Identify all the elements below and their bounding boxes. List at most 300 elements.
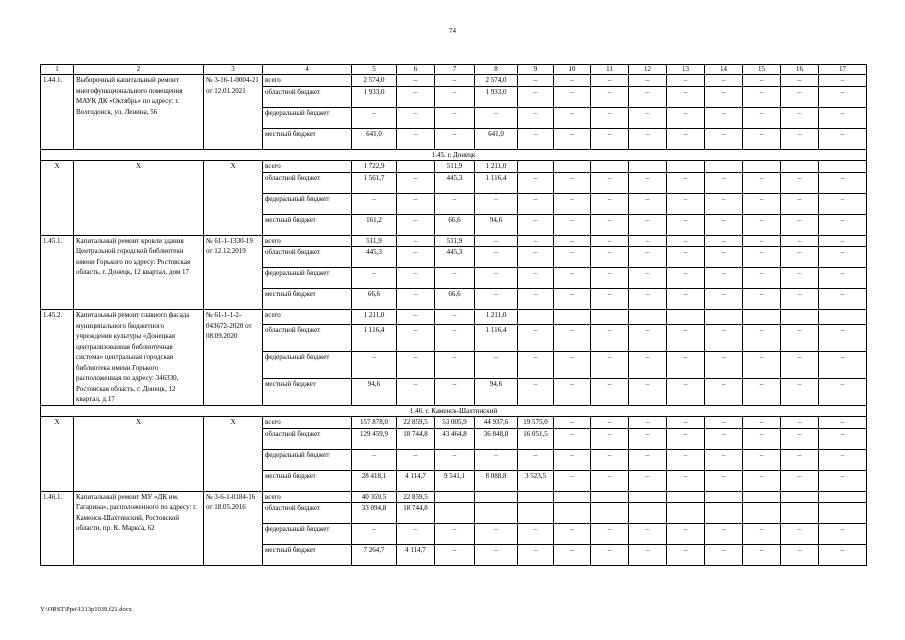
- amount-cell: –: [705, 235, 743, 247]
- amount-cell: [397, 161, 435, 173]
- amount-cell: –: [554, 545, 591, 566]
- amount-cell: –: [781, 524, 819, 545]
- budget-type: местный бюджет: [263, 289, 352, 310]
- amount-cell: –: [819, 86, 867, 107]
- amount-cell: –: [781, 449, 819, 470]
- amount-cell: –: [352, 351, 397, 378]
- amount-cell: –: [819, 449, 867, 470]
- amount-cell: –: [781, 214, 819, 235]
- amount-cell: –: [591, 128, 629, 149]
- column-number: 13: [667, 65, 705, 75]
- amount-cell: –: [629, 449, 667, 470]
- amount-cell: 40 359,5: [352, 491, 397, 503]
- amount-cell: –: [667, 449, 705, 470]
- amount-cell: [629, 310, 667, 325]
- amount-cell: [743, 491, 781, 503]
- amount-cell: –: [743, 172, 781, 193]
- amount-cell: –: [743, 378, 781, 405]
- budget-type: областной бюджет: [263, 503, 352, 524]
- amount-cell: 641,0: [475, 128, 518, 149]
- amount-cell: –: [705, 470, 743, 491]
- amount-cell: –: [435, 128, 475, 149]
- amount-cell: –: [629, 324, 667, 351]
- amount-cell: 161,2: [352, 214, 397, 235]
- document-reference: № 61-1-1-2-043672-2020 от 08.09.2020: [204, 310, 263, 406]
- amount-cell: –: [435, 449, 475, 470]
- document-reference: № 3-16-1-0004-21 от 12.01.2021: [204, 75, 263, 150]
- amount-cell: –: [591, 524, 629, 545]
- column-number: 9: [518, 65, 554, 75]
- amount-cell: –: [781, 289, 819, 310]
- amount-cell: [743, 161, 781, 173]
- amount-cell: –: [667, 289, 705, 310]
- amount-cell: 19 575,0: [518, 417, 554, 429]
- amount-cell: –: [518, 268, 554, 289]
- amount-cell: –: [554, 449, 591, 470]
- amount-cell: –: [667, 428, 705, 449]
- amount-cell: [475, 503, 518, 524]
- amount-cell: 641,0: [352, 128, 397, 149]
- budget-type: областной бюджет: [263, 172, 352, 193]
- amount-cell: –: [743, 524, 781, 545]
- amount-cell: –: [743, 247, 781, 268]
- amount-cell: –: [554, 378, 591, 405]
- amount-cell: –: [819, 214, 867, 235]
- amount-cell: –: [435, 524, 475, 545]
- amount-cell: 3 523,5: [518, 470, 554, 491]
- object-name: Капитальный ремонт кровли здания Центральной городской библиотеки имени Горького по адресу: Ростовская область, г. Донецк, 12 квартал, дом 17: [74, 235, 204, 310]
- amount-cell: [554, 161, 591, 173]
- amount-cell: –: [819, 351, 867, 378]
- amount-cell: –: [705, 75, 743, 87]
- section-row: [41, 149, 867, 161]
- amount-cell: 1 561,7: [352, 172, 397, 193]
- amount-cell: –: [475, 107, 518, 128]
- amount-cell: 43 464,8: [435, 428, 475, 449]
- amount-cell: –: [629, 214, 667, 235]
- amount-cell: –: [591, 75, 629, 87]
- amount-cell: –: [554, 428, 591, 449]
- amount-cell: 2 574,0: [352, 75, 397, 87]
- amount-cell: –: [629, 417, 667, 429]
- amount-cell: –: [705, 449, 743, 470]
- amount-cell: –: [518, 524, 554, 545]
- amount-cell: –: [397, 86, 435, 107]
- budget-type: областной бюджет: [263, 324, 352, 351]
- amount-cell: 1 211,0: [475, 161, 518, 173]
- object-name: Капитальный ремонт МУ «ДК им. Гагарина», расположенного по адресу: г. Каменск-Шахтинский, Ростовской области, пр. К. Маркса, 62: [74, 491, 204, 566]
- amount-cell: –: [781, 268, 819, 289]
- amount-cell: –: [667, 193, 705, 214]
- amount-cell: –: [743, 193, 781, 214]
- amount-cell: –: [667, 470, 705, 491]
- amount-cell: –: [591, 268, 629, 289]
- amount-cell: –: [518, 193, 554, 214]
- amount-cell: 511,9: [435, 235, 475, 247]
- amount-cell: –: [819, 324, 867, 351]
- amount-cell: –: [819, 417, 867, 429]
- amount-cell: 33 094,8: [352, 503, 397, 524]
- file-path-footer: Y:\ORST\Ppo\1213p1039.f21.docx: [40, 606, 132, 613]
- amount-cell: 16 051,5: [518, 428, 554, 449]
- amount-cell: 53 005,9: [435, 417, 475, 429]
- amount-cell: –: [781, 545, 819, 566]
- amount-cell: 1 211,0: [475, 310, 518, 325]
- item-number: Х: [41, 161, 74, 236]
- amount-cell: –: [743, 128, 781, 149]
- amount-cell: 28 418,1: [352, 470, 397, 491]
- amount-cell: –: [629, 247, 667, 268]
- amount-cell: 445,3: [435, 247, 475, 268]
- amount-cell: –: [475, 449, 518, 470]
- amount-cell: –: [819, 193, 867, 214]
- amount-cell: –: [781, 351, 819, 378]
- amount-cell: [518, 310, 554, 325]
- amount-cell: 445,3: [352, 247, 397, 268]
- amount-cell: –: [819, 235, 867, 247]
- amount-cell: –: [518, 324, 554, 351]
- amount-cell: [819, 491, 867, 503]
- amount-cell: –: [518, 378, 554, 405]
- amount-cell: –: [781, 235, 819, 247]
- amount-cell: –: [705, 378, 743, 405]
- amount-cell: –: [554, 470, 591, 491]
- amount-cell: 66,6: [435, 289, 475, 310]
- amount-cell: –: [397, 310, 435, 325]
- budget-type: федеральный бюджет: [263, 351, 352, 378]
- amount-cell: –: [629, 428, 667, 449]
- column-number: 5: [352, 65, 397, 75]
- table-row: [41, 161, 867, 173]
- amount-cell: –: [667, 75, 705, 87]
- amount-cell: –: [475, 351, 518, 378]
- object-name: Капитальный ремонт главного фасада муниципального бюджетного учреждения культуры «Донецкая централизованная библиотечная система» центральная городская библиотека имени Горького расположенная по адресу: 346330, Ростовская область, г. Донецк, 12 квартал, д.17: [74, 310, 204, 406]
- amount-cell: –: [518, 449, 554, 470]
- amount-cell: 18 744,8: [397, 503, 435, 524]
- column-number: 12: [629, 65, 667, 75]
- amount-cell: –: [629, 289, 667, 310]
- amount-cell: –: [397, 172, 435, 193]
- amount-cell: –: [819, 524, 867, 545]
- amount-cell: 94,6: [475, 378, 518, 405]
- budget-type: всего: [263, 310, 352, 325]
- amount-cell: –: [629, 75, 667, 87]
- amount-cell: –: [629, 378, 667, 405]
- amount-cell: –: [667, 324, 705, 351]
- amount-cell: –: [435, 351, 475, 378]
- amount-cell: –: [629, 470, 667, 491]
- document-reference: Х: [204, 161, 263, 236]
- amount-cell: –: [518, 545, 554, 566]
- amount-cell: –: [554, 289, 591, 310]
- amount-cell: –: [705, 351, 743, 378]
- amount-cell: [629, 161, 667, 173]
- section-title: 1.46. г. Каменск-Шахтинский: [41, 405, 867, 417]
- amount-cell: –: [667, 351, 705, 378]
- item-number: 1.46.1.: [41, 491, 74, 566]
- amount-cell: –: [705, 289, 743, 310]
- amount-cell: –: [591, 86, 629, 107]
- table-row: [41, 75, 867, 87]
- column-number: 4: [263, 65, 352, 75]
- amount-cell: 22 859,5: [397, 417, 435, 429]
- amount-cell: –: [591, 235, 629, 247]
- amount-cell: –: [781, 417, 819, 429]
- amount-cell: –: [475, 193, 518, 214]
- amount-cell: –: [667, 128, 705, 149]
- object-name: Х: [74, 161, 204, 236]
- amount-cell: –: [705, 214, 743, 235]
- amount-cell: –: [518, 351, 554, 378]
- amount-cell: –: [705, 172, 743, 193]
- column-number: 16: [781, 65, 819, 75]
- amount-cell: 1 933,0: [475, 86, 518, 107]
- amount-cell: [819, 310, 867, 325]
- budget-type: федеральный бюджет: [263, 107, 352, 128]
- budget-type: местный бюджет: [263, 545, 352, 566]
- document-reference: № 61-1-1330-19 от 12.12.2019: [204, 235, 263, 310]
- amount-cell: [518, 161, 554, 173]
- amount-cell: –: [352, 449, 397, 470]
- amount-cell: 1 211,0: [352, 310, 397, 325]
- amount-cell: –: [435, 75, 475, 87]
- budget-type: областной бюджет: [263, 428, 352, 449]
- amount-cell: –: [554, 193, 591, 214]
- amount-cell: –: [397, 351, 435, 378]
- amount-cell: –: [518, 128, 554, 149]
- amount-cell: –: [743, 428, 781, 449]
- amount-cell: –: [397, 128, 435, 149]
- column-number: 2: [74, 65, 204, 75]
- amount-cell: [819, 503, 867, 524]
- amount-cell: –: [629, 193, 667, 214]
- amount-cell: –: [518, 235, 554, 247]
- amount-cell: 66,6: [435, 214, 475, 235]
- column-number: 17: [819, 65, 867, 75]
- amount-cell: –: [435, 193, 475, 214]
- page-number: 74: [449, 27, 456, 35]
- amount-cell: –: [554, 351, 591, 378]
- amount-cell: –: [518, 86, 554, 107]
- amount-cell: 94,6: [475, 214, 518, 235]
- amount-cell: –: [705, 193, 743, 214]
- amount-cell: [819, 161, 867, 173]
- budget-type: местный бюджет: [263, 214, 352, 235]
- amount-cell: –: [667, 378, 705, 405]
- amount-cell: –: [629, 107, 667, 128]
- amount-cell: 511,9: [352, 235, 397, 247]
- amount-cell: [667, 491, 705, 503]
- amount-cell: 2 574,0: [475, 75, 518, 87]
- amount-cell: –: [591, 247, 629, 268]
- amount-cell: –: [781, 324, 819, 351]
- amount-cell: –: [352, 268, 397, 289]
- amount-cell: –: [397, 214, 435, 235]
- amount-cell: 22 859,5: [397, 491, 435, 503]
- amount-cell: –: [435, 107, 475, 128]
- amount-cell: –: [554, 268, 591, 289]
- amount-cell: [435, 503, 475, 524]
- budget-type: местный бюджет: [263, 378, 352, 405]
- budget-type: всего: [263, 75, 352, 87]
- amount-cell: [629, 491, 667, 503]
- amount-cell: –: [554, 128, 591, 149]
- budget-type: всего: [263, 491, 352, 503]
- amount-cell: –: [667, 524, 705, 545]
- amount-cell: –: [667, 86, 705, 107]
- column-number: 7: [435, 65, 475, 75]
- amount-cell: 1 116,4: [475, 324, 518, 351]
- amount-cell: –: [743, 351, 781, 378]
- amount-cell: –: [591, 214, 629, 235]
- amount-cell: –: [743, 470, 781, 491]
- amount-cell: –: [591, 172, 629, 193]
- amount-cell: –: [554, 75, 591, 87]
- amount-cell: [705, 503, 743, 524]
- amount-cell: –: [554, 107, 591, 128]
- amount-cell: –: [705, 128, 743, 149]
- amount-cell: [705, 310, 743, 325]
- budget-type: всего: [263, 161, 352, 173]
- amount-cell: –: [629, 268, 667, 289]
- amount-cell: –: [743, 86, 781, 107]
- amount-cell: –: [475, 289, 518, 310]
- amount-cell: –: [397, 289, 435, 310]
- budget-type: федеральный бюджет: [263, 268, 352, 289]
- amount-cell: –: [705, 545, 743, 566]
- amount-cell: –: [397, 449, 435, 470]
- amount-cell: [705, 491, 743, 503]
- amount-cell: 66,6: [352, 289, 397, 310]
- amount-cell: –: [475, 235, 518, 247]
- amount-cell: [743, 310, 781, 325]
- amount-cell: –: [554, 524, 591, 545]
- amount-cell: –: [819, 247, 867, 268]
- budget-type: местный бюджет: [263, 128, 352, 149]
- column-number: 1: [41, 65, 74, 75]
- amount-cell: –: [397, 378, 435, 405]
- amount-cell: –: [554, 172, 591, 193]
- column-number: 6: [397, 65, 435, 75]
- amount-cell: –: [554, 235, 591, 247]
- budget-type: областной бюджет: [263, 247, 352, 268]
- amount-cell: –: [435, 545, 475, 566]
- amount-cell: –: [397, 235, 435, 247]
- amount-cell: –: [743, 545, 781, 566]
- amount-cell: [629, 503, 667, 524]
- amount-cell: –: [397, 75, 435, 87]
- amount-cell: –: [397, 247, 435, 268]
- amount-cell: –: [352, 524, 397, 545]
- amount-cell: –: [518, 75, 554, 87]
- amount-cell: –: [705, 107, 743, 128]
- amount-cell: –: [705, 417, 743, 429]
- amount-cell: –: [705, 524, 743, 545]
- amount-cell: –: [743, 449, 781, 470]
- amount-cell: 7 264,7: [352, 545, 397, 566]
- amount-cell: –: [629, 524, 667, 545]
- amount-cell: –: [743, 75, 781, 87]
- amount-cell: [591, 503, 629, 524]
- budget-type: всего: [263, 417, 352, 429]
- amount-cell: –: [819, 107, 867, 128]
- amount-cell: 94,6: [352, 378, 397, 405]
- amount-cell: [554, 491, 591, 503]
- amount-cell: –: [743, 107, 781, 128]
- amount-cell: –: [591, 378, 629, 405]
- amount-cell: 4 114,7: [397, 545, 435, 566]
- document-reference: Х: [204, 417, 263, 492]
- amount-cell: –: [743, 324, 781, 351]
- amount-cell: –: [591, 417, 629, 429]
- amount-cell: –: [518, 289, 554, 310]
- table-row: [41, 310, 867, 325]
- amount-cell: 1 933,0: [352, 86, 397, 107]
- amount-cell: –: [667, 214, 705, 235]
- amount-cell: –: [667, 235, 705, 247]
- amount-cell: –: [435, 310, 475, 325]
- amount-cell: –: [397, 524, 435, 545]
- amount-cell: –: [781, 470, 819, 491]
- item-number: 1.45.2.: [41, 310, 74, 406]
- amount-cell: –: [518, 214, 554, 235]
- column-number-row: [41, 65, 867, 75]
- amount-cell: –: [705, 324, 743, 351]
- amount-cell: –: [475, 524, 518, 545]
- amount-cell: –: [435, 378, 475, 405]
- amount-cell: [781, 161, 819, 173]
- amount-cell: –: [819, 172, 867, 193]
- budget-table: [40, 64, 867, 566]
- amount-cell: 1 722,9: [352, 161, 397, 173]
- amount-cell: –: [743, 289, 781, 310]
- amount-cell: –: [819, 128, 867, 149]
- amount-cell: [475, 491, 518, 503]
- column-number: 15: [743, 65, 781, 75]
- amount-cell: –: [591, 289, 629, 310]
- amount-cell: [781, 491, 819, 503]
- amount-cell: [591, 310, 629, 325]
- amount-cell: –: [397, 107, 435, 128]
- amount-cell: [781, 310, 819, 325]
- amount-cell: –: [705, 86, 743, 107]
- amount-cell: –: [781, 378, 819, 405]
- amount-cell: –: [781, 128, 819, 149]
- amount-cell: 1 116,4: [352, 324, 397, 351]
- item-number: 1.44.1.: [41, 75, 74, 150]
- budget-type: федеральный бюджет: [263, 193, 352, 214]
- amount-cell: –: [397, 324, 435, 351]
- amount-cell: [554, 503, 591, 524]
- amount-cell: –: [554, 417, 591, 429]
- amount-cell: –: [518, 247, 554, 268]
- amount-cell: [667, 503, 705, 524]
- object-name: Выборочный капитальный ремонт многофункционального помещения МАУК ДК «Октябрь» по адресу: г. Волгодонск, ул. Ленина, 56: [74, 75, 204, 150]
- amount-cell: –: [352, 107, 397, 128]
- amount-cell: 18 744,8: [397, 428, 435, 449]
- amount-cell: –: [781, 247, 819, 268]
- budget-type: областной бюджет: [263, 86, 352, 107]
- amount-cell: –: [352, 193, 397, 214]
- column-number: 14: [705, 65, 743, 75]
- amount-cell: –: [629, 235, 667, 247]
- amount-cell: –: [667, 417, 705, 429]
- budget-type: федеральный бюджет: [263, 524, 352, 545]
- amount-cell: [743, 503, 781, 524]
- amount-cell: –: [435, 324, 475, 351]
- amount-cell: –: [475, 247, 518, 268]
- amount-cell: 4 114,7: [397, 470, 435, 491]
